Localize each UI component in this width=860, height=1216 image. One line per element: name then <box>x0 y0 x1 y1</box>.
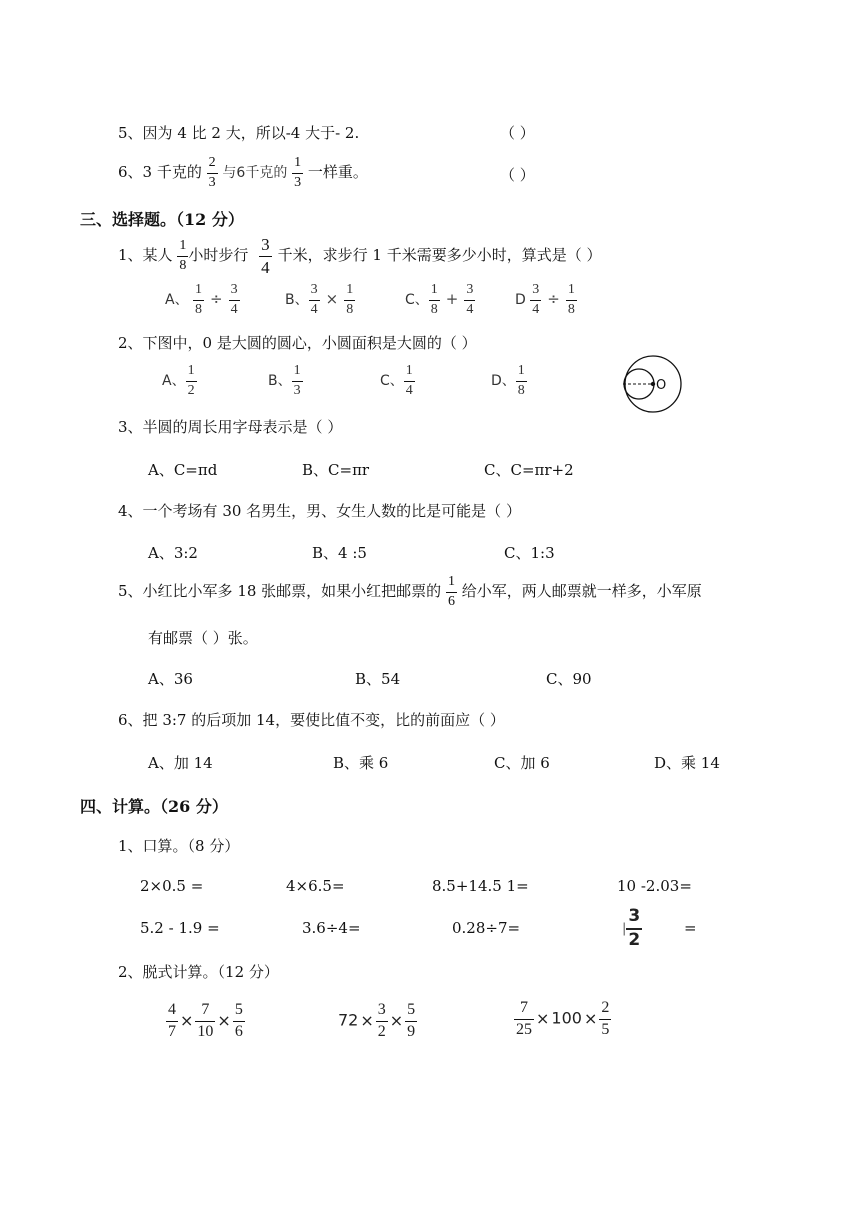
fraction: $\frac{1}{6}$ <box>447 574 455 609</box>
answer-paren[interactable]: （ ） <box>500 166 535 184</box>
oral-item: 10 -2.03= <box>617 877 692 895</box>
q2-option-c[interactable]: C、 $\frac{1}{4}$ <box>380 363 413 398</box>
fraction: $\frac{1}{3}$ <box>294 155 302 190</box>
oral-fraction-item: | $\frac{3}{2}$ <box>622 906 641 950</box>
choice-q2 <box>118 332 477 353</box>
fraction: $\frac{5}{6}$ <box>234 1001 243 1040</box>
expression-1: $\frac{4}{7}$ × $\frac{7}{10}$ × $\frac{5}{6}$ <box>168 1001 243 1040</box>
q-text: 半圆的周长用字母表示是（ ） <box>142 418 343 436</box>
q3-option-c[interactable]: C、C=πr+2 <box>484 461 574 479</box>
choice-q3 <box>118 416 342 437</box>
oral-item: 3.6÷4= <box>302 919 361 937</box>
choice-q4 <box>118 500 521 521</box>
expression-2: 72 × $\frac{3}{2}$ × $\frac{5}{9}$ <box>338 1001 416 1040</box>
judge-q5 <box>118 122 359 143</box>
q6-option-a[interactable]: A、加 14 <box>148 754 213 772</box>
fraction: $\frac{3}{2}$ <box>628 906 641 950</box>
fraction: $\frac{1}{8}$ <box>179 238 187 273</box>
fraction: $\frac{2}{5}$ <box>601 999 610 1038</box>
q-number: 5、 <box>118 582 143 600</box>
center-point <box>651 382 655 386</box>
oral-title: 1、口算。（8 分） <box>118 837 240 855</box>
q5-option-b[interactable]: B、54 <box>355 670 401 688</box>
q-number: 2、 <box>118 334 143 352</box>
q5-option-a[interactable]: A、36 <box>148 670 193 688</box>
q-text-pre: 3 千克的 <box>142 163 202 181</box>
q1-option-a[interactable]: A、 $\frac{1}{8}$ ÷ $\frac{3}{4}$ <box>165 282 238 317</box>
judge-q6 <box>118 156 368 190</box>
q-number: 6、 <box>118 163 143 181</box>
q6-option-b[interactable]: B、乘 6 <box>333 754 389 772</box>
choice-q1 <box>118 236 602 276</box>
q-text: 一个考场有 30 名男生，男、女生人数的比是可能是（ ） <box>142 502 521 520</box>
deoff-title: 2、脱式计算。（12 分） <box>118 963 279 981</box>
q-number: 3、 <box>118 418 143 436</box>
choice-q5-line2: 有邮票（ ）张。 <box>148 629 258 647</box>
q-number: 1、 <box>118 246 143 264</box>
q5-option-c[interactable]: C、90 <box>546 670 592 688</box>
q3-option-b[interactable]: B、C=πr <box>302 461 370 479</box>
q-number: 6、 <box>118 711 143 729</box>
choice-q5 <box>118 575 702 609</box>
q-text-post: 千米，求步行 1 千米需要多少小时，算式是（ ） <box>277 246 602 264</box>
q-text-mid: 小时步行 <box>188 246 249 264</box>
center-label: O <box>656 378 667 393</box>
q-number: 4、 <box>118 502 143 520</box>
oral-equals: = <box>684 919 697 937</box>
q-number: 5、 <box>118 124 143 142</box>
q-text-pre: 某人 <box>142 246 173 264</box>
q2-option-a[interactable]: A、 $\frac{1}{2}$ <box>162 363 195 398</box>
fraction: $\frac{7}{25}$ <box>516 999 532 1038</box>
expression-3: $\frac{7}{25}$ × 100 × $\frac{2}{5}$ <box>516 999 610 1038</box>
circle-diagram <box>618 354 688 414</box>
q1-option-b[interactable]: B、 $\frac{3}{4}$ × $\frac{1}{8}$ <box>285 282 354 317</box>
oral-item: 2×0.5 = <box>140 877 204 895</box>
q2-option-d[interactable]: D、 $\frac{1}{8}$ <box>491 363 525 398</box>
q-text-pre: 小红比小军多 18 张邮票，如果小红把邮票的 <box>142 582 442 600</box>
section-title: 四、计算。（26 分） <box>80 797 228 816</box>
q6-option-c[interactable]: C、加 6 <box>494 754 550 772</box>
q2-option-b[interactable]: B、 $\frac{1}{3}$ <box>268 363 301 398</box>
q-text-mid: 与6千克的 <box>222 165 288 181</box>
fraction: $\frac{3}{2}$ <box>377 1001 386 1040</box>
fraction: $\frac{4}{7}$ <box>168 1001 176 1040</box>
fraction: $\frac{2}{3}$ <box>208 155 216 190</box>
q-text: 把 3:7 的后项加 14，要使比值不变，比的前面应（ ） <box>142 711 505 729</box>
fraction: $\frac{3}{4}$ <box>261 235 270 277</box>
choice-q6 <box>118 709 505 730</box>
q4-option-a[interactable]: A、3:2 <box>148 544 198 562</box>
q-text-post: 给小军，两人邮票就一样多，小军原 <box>461 582 702 600</box>
q-text: 下图中，0 是大圆的圆心，小圆面积是大圆的（ ） <box>142 334 477 352</box>
q-text-post: 一样重。 <box>307 163 368 181</box>
fraction: $\frac{5}{9}$ <box>407 1001 416 1040</box>
oral-item: 8.5+14.5 1= <box>432 877 529 895</box>
q6-option-d[interactable]: D、乘 14 <box>654 754 720 772</box>
oral-item: 0.28÷7= <box>452 919 521 937</box>
q1-option-c[interactable]: C、 $\frac{1}{8}$ + $\frac{3}{4}$ <box>405 282 474 317</box>
fraction: $\frac{7}{10}$ <box>197 1001 214 1040</box>
q-text: 因为 4 比 2 大，所以-4 大于- 2. <box>142 124 360 142</box>
q3-option-a[interactable]: A、C=πd <box>148 461 218 479</box>
q1-option-d[interactable]: D $\frac{3}{4}$ ÷ $\frac{1}{8}$ <box>515 282 575 317</box>
q4-option-b[interactable]: B、4 :5 <box>312 544 367 562</box>
section-title: 三、选择题。（12 分） <box>80 210 244 229</box>
oral-item: 5.2 - 1.9 = <box>140 919 220 937</box>
answer-paren[interactable]: （ ） <box>500 124 535 142</box>
q4-option-c[interactable]: C、1:3 <box>504 544 555 562</box>
oral-item: 4×6.5= <box>286 877 345 895</box>
